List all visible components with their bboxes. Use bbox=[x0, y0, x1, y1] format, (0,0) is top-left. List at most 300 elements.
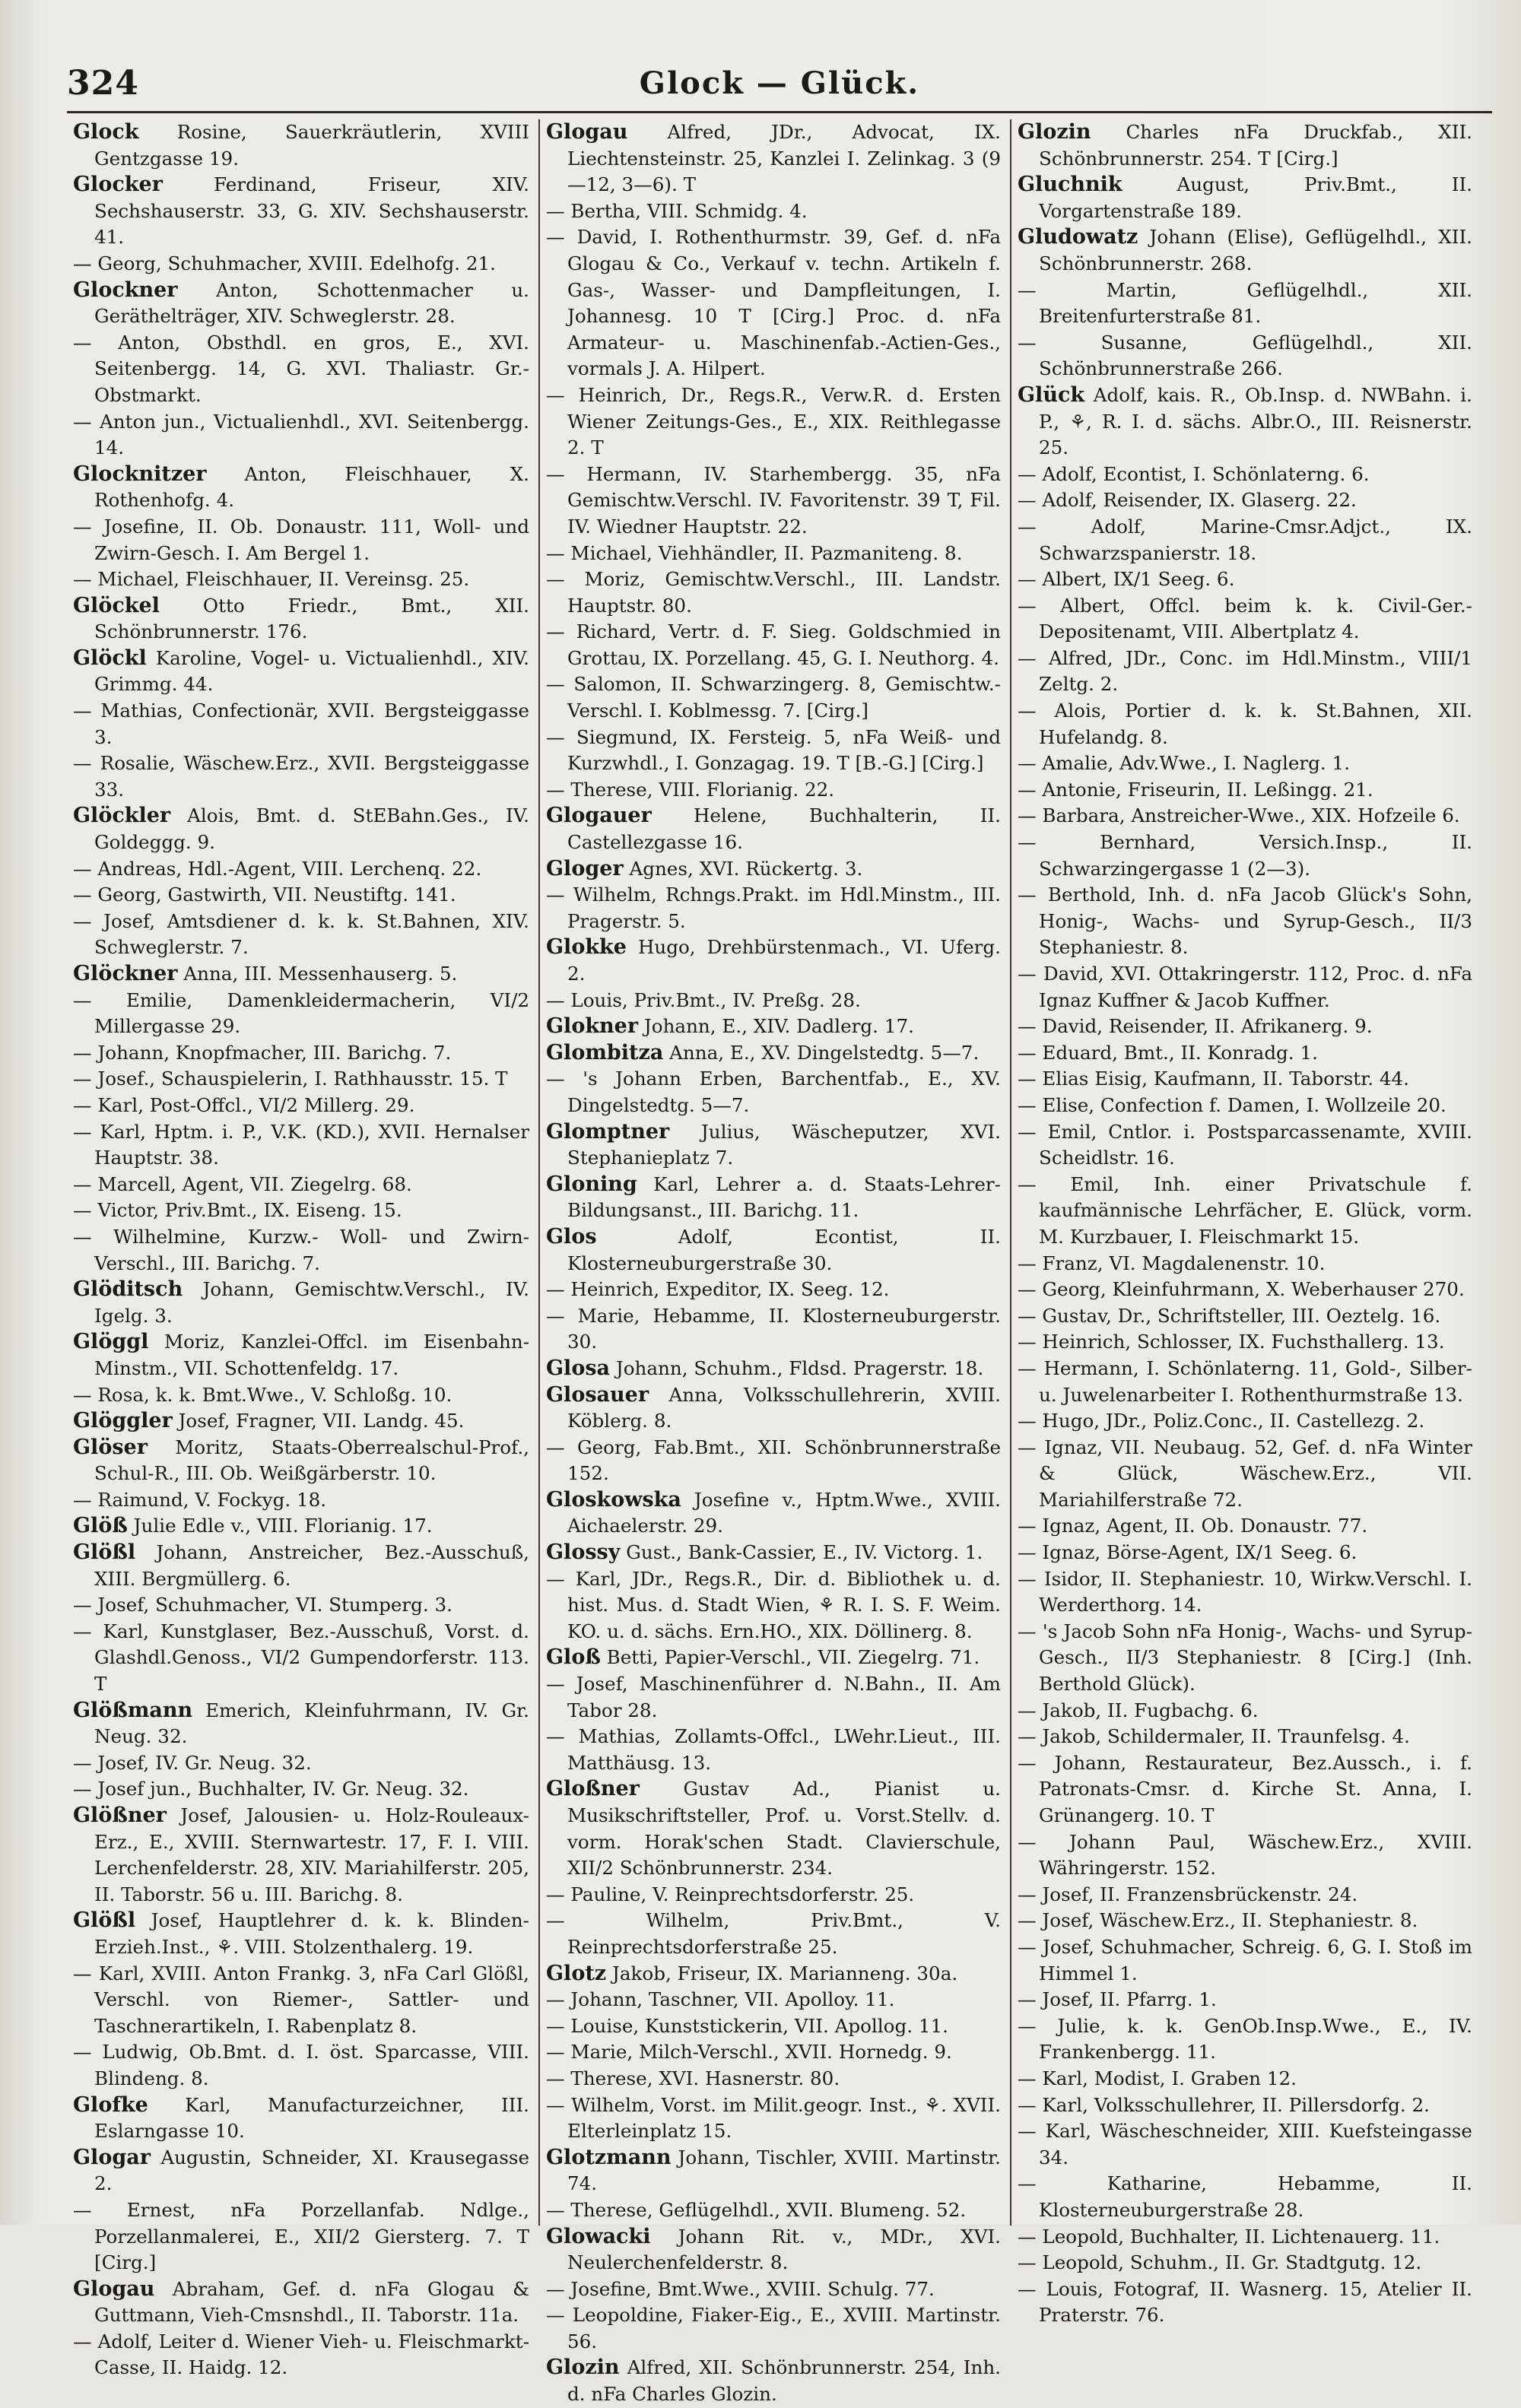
directory-entry bbox=[1018, 1408, 1472, 1435]
directory-entry bbox=[1018, 961, 1472, 1014]
entry-text: — Antonie, Friseurin, II. Leßingg. 21. bbox=[1018, 778, 1373, 801]
directory-entry bbox=[1018, 2118, 1472, 2171]
directory-entry bbox=[546, 2302, 1001, 2355]
entry-text: — Josef, II. Franzensbrückenstr. 24. bbox=[1018, 1883, 1358, 1905]
entry-text: — Therese, Geflügelhdl., XVII. Blumeng. 52. bbox=[546, 2198, 967, 2221]
directory-entry bbox=[1018, 646, 1472, 698]
directory-entry bbox=[546, 1724, 1001, 1776]
entry-text: Johann, Anstreicher, Bez.-Ausschuß, XIII. Bergmüllerg. 6. bbox=[94, 1541, 529, 1590]
directory-entry bbox=[73, 1408, 529, 1435]
entry-text: — Leopoldine, Fiaker-Eig., E., XVIII. Martinstr. 56. bbox=[546, 2304, 1001, 2352]
entry-text: — Karl, Modist, I. Graben 12. bbox=[1018, 2067, 1297, 2089]
directory-entry bbox=[73, 803, 529, 855]
directory-entry bbox=[1018, 1066, 1472, 1093]
entry-surname: Glößmann bbox=[73, 1698, 193, 1722]
entry-surname: Glöckel bbox=[73, 593, 160, 617]
entry-text: — Pauline, V. Reinprechtsdorferstr. 25. bbox=[546, 1883, 915, 1905]
entry-surname: Glocker bbox=[73, 173, 163, 197]
directory-entry bbox=[73, 1066, 529, 1093]
directory-entry bbox=[1018, 1093, 1472, 1119]
directory-entry bbox=[1018, 2066, 1472, 2092]
directory-entry bbox=[1018, 1513, 1472, 1540]
directory-entry bbox=[73, 1540, 529, 1592]
entry-text: — Siegmund, IX. Fersteig. 5, nFa Weiß- und Kurzwhdl., I. Gonzagag. 19. T [B.-G.] [Cirg.] bbox=[546, 725, 1001, 775]
directory-entry bbox=[1018, 2276, 1472, 2329]
entry-text: Jakob, Friseur, IX. Marianneng. 30a. bbox=[611, 1962, 958, 1984]
entry-text: — David, Reisender, II. Afrikanerg. 9. bbox=[1018, 1015, 1373, 1038]
directory-entry bbox=[546, 1303, 1001, 1356]
entry-surname: Glowacki bbox=[546, 2224, 651, 2248]
entry-surname: Glomptner bbox=[546, 1119, 670, 1144]
directory-entry bbox=[546, 541, 1001, 567]
directory-entry bbox=[546, 1172, 1001, 1224]
directory-entry bbox=[1018, 698, 1472, 750]
entry-text: — Ignaz, Agent, II. Ob. Donaustr. 77. bbox=[1018, 1515, 1368, 1537]
directory-entry bbox=[73, 462, 529, 514]
entry-text: — Michael, Viehhändler, II. Pazmaniteng. 8. bbox=[546, 541, 963, 564]
entry-text: — Katharine, Hebamme, II. Klosterneuburgerstraße 28. bbox=[1018, 2172, 1472, 2221]
entry-text: Hugo, Drehbürstenmach., VI. Uferg. 2. bbox=[567, 936, 1001, 985]
directory-entry bbox=[73, 698, 529, 750]
entry-text: — Marcell, Agent, VII. Ziegelrg. 68. bbox=[73, 1172, 412, 1195]
entry-text: — Marie, Milch-Verschl., XVII. Hornedg. 9. bbox=[546, 2041, 952, 2064]
entry-text: — Georg, Gastwirth, VII. Neustiftg. 141. bbox=[73, 884, 456, 906]
entry-text: — Barbara, Anstreicher-Wwe., XIX. Hofzeile 6. bbox=[1018, 804, 1460, 827]
entry-surname: Glogauer bbox=[546, 804, 652, 828]
entry-text: Josef, Fragner, VII. Landg. 45. bbox=[178, 1410, 465, 1432]
entry-text: — Rosa, k. k. Bmt.Wwe., V. Schloßg. 10. bbox=[73, 1383, 452, 1406]
directory-entry bbox=[73, 909, 529, 961]
entry-text: — Ernest, nFa Porzellanfab. Ndlge., Porzellanmalerei, E., XII/2 Giersterg. 7. T [Cirg.] bbox=[73, 2198, 529, 2274]
directory-entry bbox=[546, 2197, 1001, 2224]
directory-entry bbox=[1018, 777, 1472, 804]
entry-text: — Heinrich, Schlosser, IX. Fuchsthallerg. 13. bbox=[1018, 1331, 1445, 1353]
directory-entry bbox=[546, 1119, 1001, 1172]
directory-entry bbox=[1018, 830, 1472, 882]
entry-surname: Glößl bbox=[73, 1908, 136, 1933]
directory-entry bbox=[546, 882, 1001, 934]
directory-entry bbox=[546, 1356, 1001, 1382]
entry-text: — Josef jun., Buchhalter, IV. Gr. Neug. 32. bbox=[73, 1778, 469, 1800]
entry-text: — Adolf, Econtist, I. Schönlaterng. 6. bbox=[1018, 462, 1370, 485]
directory-entry bbox=[73, 1277, 529, 1329]
directory-entry bbox=[546, 1671, 1001, 1724]
entry-surname: Glöser bbox=[73, 1435, 148, 1459]
entry-text: — 's Jacob Sohn nFa Honig-, Wachs- und Syrup-Gesch., II/3 Stephaniestr. 8 [Cirg.] (Inh. Berthold Glück). bbox=[1018, 1620, 1472, 1696]
directory-entry bbox=[73, 593, 529, 646]
entry-text: — Georg, Kleinfuhrmann, X. Weberhauser 270. bbox=[1018, 1278, 1465, 1301]
entry-text: — Leopold, Buchhalter, II. Lichtenauerg. 11. bbox=[1018, 2225, 1440, 2248]
entry-text: Anna, Volksschullehrerin, XVIII. Köblerg. 8. bbox=[567, 1383, 1001, 1432]
directory-entry bbox=[546, 934, 1001, 987]
directory-entry bbox=[73, 1198, 529, 1224]
entry-text: August, Priv.Bmt., II. Vorgartenstraße 189. bbox=[1039, 173, 1472, 222]
entry-text: Karl, Lehrer a. d. Staats-Lehrer-Bildungsanst., III. Barichg. 11. bbox=[567, 1172, 1001, 1222]
directory-entry bbox=[546, 1066, 1001, 1118]
entry-text: — Franz, VI. Magdalenenstr. 10. bbox=[1018, 1252, 1326, 1274]
directory-entry bbox=[1018, 1040, 1472, 1067]
directory-entry bbox=[1018, 1698, 1472, 1724]
entry-surname: Glöggl bbox=[73, 1330, 149, 1354]
directory-entry bbox=[73, 1776, 529, 1803]
entry-text: — Salomon, II. Schwarzingerg. 8, Gemischtw.-Verschl. I. Koblmessg. 7. [Cirg.] bbox=[546, 673, 1001, 722]
directory-entry bbox=[1018, 803, 1472, 830]
entry-text: — Karl, Hptm. i. P., V.K. (KD.), XVII. Hernalser Hauptstr. 38. bbox=[73, 1120, 529, 1169]
directory-entry bbox=[546, 1540, 1001, 1566]
directory-entry bbox=[73, 856, 529, 883]
directory-entry bbox=[1018, 330, 1472, 382]
entry-text: — Anton jun., Victualienhdl., XVI. Seitenbergg. 14. bbox=[73, 410, 529, 459]
directory-entry bbox=[546, 224, 1001, 382]
directory-entry bbox=[1018, 1014, 1472, 1040]
entry-surname: Glock bbox=[73, 120, 139, 144]
directory-entry bbox=[546, 1908, 1001, 1960]
directory-entry bbox=[546, 2145, 1001, 2197]
entry-surname: Glück bbox=[1018, 382, 1085, 407]
entry-text: — Josef, Maschinenführer d. N.Bahn., II. Am Tabor 28. bbox=[546, 1673, 1001, 1721]
entry-text: — Isidor, II. Stephaniestr. 10, Wirkw.Verschl. I. Werderthorg. 14. bbox=[1018, 1567, 1472, 1616]
entry-text: — Bernhard, Versich.Insp., II. Schwarzingergasse 1 (2—3). bbox=[1018, 831, 1472, 880]
entry-surname: Glöckler bbox=[73, 804, 171, 828]
directory-entry bbox=[546, 777, 1001, 804]
entry-surname: Glozin bbox=[546, 2356, 620, 2380]
entry-text: — Ignaz, VII. Neubaug. 52, Gef. d. nFa Winter & Glück, Wäschew.Erz., VII. Mariahilferstraße 72. bbox=[1018, 1436, 1472, 1511]
directory-entry bbox=[546, 2276, 1001, 2303]
entry-surname: Glokner bbox=[546, 1014, 639, 1039]
directory-entry bbox=[1018, 1566, 1472, 1619]
entry-surname: Glockner bbox=[73, 278, 178, 302]
entry-text: — Georg, Schuhmacher, XVIII. Edelhofg. 21. bbox=[73, 252, 496, 274]
directory-entry bbox=[73, 882, 529, 909]
entry-text: Anton, Fleischhauer, X. Rothenhofg. 4. bbox=[94, 462, 529, 512]
directory-entry bbox=[546, 1961, 1001, 1988]
entry-surname: Glotzmann bbox=[546, 2145, 672, 2169]
entry-text: Josefine v., Hptm.Wwe., XVIII. Aichaelerstr. 29. bbox=[567, 1488, 1001, 1537]
entry-text: — Hugo, JDr., Poliz.Conc., II. Castellezg. 2. bbox=[1018, 1410, 1425, 1432]
directory-entry bbox=[1018, 514, 1472, 566]
entry-text: — Adolf, Reisender, IX. Glaserg. 22. bbox=[1018, 489, 1357, 512]
directory-entry bbox=[1018, 119, 1472, 172]
directory-entry bbox=[546, 2013, 1001, 2040]
directory-entry bbox=[546, 2355, 1001, 2407]
entry-text: — Wilhelm, Priv.Bmt., V. Reinprechtsdorferstraße 25. bbox=[546, 1909, 1001, 1958]
directory-entry bbox=[1018, 2224, 1472, 2251]
directory-columns bbox=[67, 119, 1492, 2406]
entry-text: Johann, Tischler, XVIII. Martinstr. 74. bbox=[567, 2146, 1001, 2195]
entry-text: Johann (Elise), Geflügelhdl., XII. Schönbrunnerstr. 268. bbox=[1039, 226, 1472, 274]
directory-entry bbox=[546, 1566, 1001, 1645]
directory-entry bbox=[546, 1882, 1001, 1908]
entry-text: Gustav Ad., Pianist u. Musikschriftsteller, Prof. u. Vorst.Stellv. d. vorm. Horak'schen Stadt. Clavierschule, XII/2 Schönbrunnerstr. 234. bbox=[567, 1778, 1001, 1880]
entry-text: — Susanne, Geflügelhdl., XII. Schönbrunnerstraße 266. bbox=[1018, 331, 1472, 380]
directory-entry bbox=[73, 1435, 529, 1487]
directory-entry bbox=[546, 198, 1001, 225]
entry-surname: Glossy bbox=[546, 1540, 621, 1565]
entry-text: Adolf, Econtist, II. Klosterneuburgerstraße 30. bbox=[567, 1225, 1001, 1274]
entry-text: — David, I. Rothenthurmstr. 39, Gef. d. nFa Glogau & Co., Verkauf v. techn. Artikeln f. Gas-, Wasser- und Dampfleitungen, I. Johannesg. 10 T [Cirg.] Proc. d. nFa Armateur- u. Maschinenfab.-Actien-Ges., vormals J. A. Hilpert. bbox=[546, 226, 1001, 380]
entry-text: — Berthold, Inh. d. nFa Jacob Glück's Sohn, Honig-, Wachs- und Syrup-Gesch., II/3 Stephaniestr. 8. bbox=[1018, 884, 1472, 959]
directory-entry bbox=[1018, 1724, 1472, 1750]
entry-text: — Marie, Hebamme, II. Klosterneuburgerstr. 30. bbox=[546, 1304, 1001, 1353]
entry-text: — Karl, Volksschullehrer, II. Pillersdorfg. 2. bbox=[1018, 2093, 1430, 2116]
entry-text: — Elise, Confection f. Damen, I. Wollzeile 20. bbox=[1018, 1093, 1446, 1116]
entry-surname: Glocknitzer bbox=[73, 462, 207, 486]
directory-entry bbox=[1018, 1435, 1472, 1514]
entry-text: Moriz, Kanzlei-Offcl. im Eisenbahn-Minstm., VII. Schottenfeldg. 17. bbox=[94, 1331, 529, 1379]
directory-entry bbox=[73, 1513, 529, 1540]
entry-text: — Wilhelmine, Kurzw.- Woll- und Zwirn-Verschl., III. Barichg. 7. bbox=[73, 1225, 529, 1274]
directory-entry bbox=[546, 1014, 1001, 1040]
entry-surname: Gloß bbox=[546, 1645, 601, 1670]
entry-surname: Glombitza bbox=[546, 1040, 664, 1064]
directory-entry bbox=[1018, 750, 1472, 777]
entry-text: — Leopold, Schuhm., II. Gr. Stadtgutg. 12. bbox=[1018, 2251, 1422, 2274]
entry-surname: Glößl bbox=[73, 1540, 136, 1565]
directory-entry bbox=[73, 172, 529, 251]
directory-entry bbox=[73, 1698, 529, 1750]
entry-text: Josef, Hauptlehrer d. k. k. Blinden-Erzieh.Inst., ⚘. VIII. Stolzenthalerg. 19. bbox=[94, 1909, 529, 1958]
entry-text: Alfred, XII. Schönbrunnerstr. 254, Inh. d. nFa Charles Glozin. bbox=[567, 2356, 1001, 2406]
page-header bbox=[67, 64, 1492, 113]
entry-text: — Alois, Portier d. k. k. St.Bahnen, XII. Hufelandg. 8. bbox=[1018, 700, 1472, 748]
entry-text: — Wilhelm, Vorst. im Milit.geogr. Inst., ⚘. XVII. Elterleinplatz 15. bbox=[546, 2093, 1001, 2143]
directory-entry bbox=[73, 750, 529, 803]
directory-entry bbox=[73, 1172, 529, 1198]
entry-text: — Josef, II. Pfarrg. 1. bbox=[1018, 1988, 1217, 2011]
directory-entry bbox=[73, 1040, 529, 1067]
directory-entry bbox=[1018, 172, 1472, 224]
column-middle bbox=[538, 119, 1010, 2406]
entry-text: Johann, Gemischtw.Verschl., IV. Igelg. 3. bbox=[94, 1278, 529, 1327]
entry-text: — Johann, Knopfmacher, III. Barichg. 7. bbox=[73, 1041, 452, 1064]
directory-entry bbox=[546, 1645, 1001, 1671]
entry-surname: Gluchnik bbox=[1018, 173, 1122, 197]
directory-entry bbox=[546, 619, 1001, 671]
entry-text: Betti, Papier-Verschl., VII. Ziegelrg. 71. bbox=[606, 1646, 980, 1669]
entry-text: — Louise, Kunststickerin, VII. Apollog. 11. bbox=[546, 2014, 948, 2037]
column-right bbox=[1010, 119, 1481, 2327]
directory-entry bbox=[546, 1776, 1001, 1881]
entry-surname: Glofke bbox=[73, 2092, 148, 2117]
entry-text: — Josef, Schuhmacher, VI. Stumperg. 3. bbox=[73, 1594, 452, 1616]
entry-text: Augustin, Schneider, XI. Krausegasse 2. bbox=[94, 2146, 529, 2195]
entry-text: Abraham, Gef. d. nFa Glogau & Guttmann, Vieh-Cmsnshdl., II. Taborstr. 11a. bbox=[94, 2277, 529, 2327]
entry-text: — Victor, Priv.Bmt., IX. Eiseng. 15. bbox=[73, 1199, 402, 1222]
entry-surname: Glotz bbox=[546, 1961, 607, 1985]
directory-entry bbox=[1018, 2013, 1472, 2066]
entry-text: — Mathias, Confectionär, XVII. Bergsteiggasse 3. bbox=[73, 700, 529, 748]
entry-text: — Rosalie, Wäschew.Erz., XVII. Bergsteiggasse 33. bbox=[73, 752, 529, 801]
directory-entry bbox=[73, 2092, 529, 2145]
entry-text: Agnes, XVI. Rückertg. 3. bbox=[629, 857, 863, 880]
entry-surname: Gloßner bbox=[546, 1777, 640, 1801]
entry-surname: Glosa bbox=[546, 1356, 611, 1380]
directory-entry bbox=[73, 2276, 529, 2329]
entry-text: — Josef, Wäschew.Erz., II. Stephaniestr. 8. bbox=[1018, 1909, 1418, 1932]
entry-text: — Eduard, Bmt., II. Konradg. 1. bbox=[1018, 1041, 1318, 1064]
entry-surname: Glosauer bbox=[546, 1382, 649, 1407]
directory-entry bbox=[73, 2197, 529, 2276]
directory-entry bbox=[73, 1382, 529, 1409]
entry-surname: Gloger bbox=[546, 856, 624, 880]
entry-text: — Josefine, II. Ob. Donaustr. 111, Woll- und Zwirn-Gesch. I. Am Bergel 1. bbox=[73, 515, 529, 564]
entry-text: Alfred, JDr., Advocat, IX. Liechtensteinstr. 25, Kanzlei I. Zelinkag. 3 (9—12, 3—6). T bbox=[567, 121, 1001, 196]
entry-text: — Georg, Fab.Bmt., XII. Schönbrunnerstraße 152. bbox=[546, 1436, 1001, 1485]
entry-text: Johann, E., XIV. Dadlerg. 17. bbox=[643, 1015, 914, 1038]
directory-entry bbox=[546, 119, 1001, 198]
directory-entry bbox=[546, 1987, 1001, 2013]
directory-entry bbox=[73, 1119, 529, 1172]
directory-entry bbox=[546, 725, 1001, 777]
directory-entry bbox=[1018, 1882, 1472, 1908]
entry-text: Charles nFa Druckfab., XII. Schönbrunnerstr. 254. T [Cirg.] bbox=[1039, 121, 1472, 170]
directory-entry bbox=[1018, 1934, 1472, 1987]
directory-entry bbox=[73, 1619, 529, 1698]
entry-text: Anna, E., XV. Dingelstedtg. 5—7. bbox=[669, 1041, 980, 1064]
directory-entry bbox=[1018, 1329, 1472, 1356]
directory-entry bbox=[546, 2092, 1001, 2145]
entry-text: Karl, Manufacturzeichner, III. Eslarngasse 10. bbox=[94, 2093, 529, 2143]
directory-entry bbox=[1018, 1750, 1472, 1829]
entry-text: Ferdinand, Friseur, XIV. Sechshauserstr. 33, G. XIV. Sechshauserstr. 41. bbox=[94, 173, 529, 249]
directory-entry bbox=[546, 1224, 1001, 1277]
entry-text: — Raimund, V. Fockyg. 18. bbox=[73, 1488, 327, 1511]
directory-entry bbox=[546, 803, 1001, 855]
entry-text: — Karl, JDr., Regs.R., Dir. d. Bibliothek u. d. hist. Mus. d. Stadt Wien, ⚘ R. I. S. F. Weim. KO. u. d. sächs. Ern.HO., XIX. Döllinerg. 8. bbox=[546, 1567, 1001, 1642]
directory-entry bbox=[73, 988, 529, 1040]
entry-text: — Emil, Cntlor. i. Postsparcassenamte, XVIII. Scheidlstr. 16. bbox=[1018, 1120, 1472, 1169]
running-head: Glock — Glück. bbox=[639, 65, 920, 101]
entry-text: — Michael, Fleischhauer, II. Vereinsg. 25. bbox=[73, 568, 470, 591]
directory-entry bbox=[1018, 224, 1472, 277]
entry-surname: Gludowatz bbox=[1018, 225, 1138, 249]
directory-entry bbox=[73, 2039, 529, 2092]
entry-text: — Gustav, Dr., Schriftsteller, III. Oeztelg. 16. bbox=[1018, 1304, 1441, 1327]
directory-entry bbox=[546, 671, 1001, 724]
directory-entry bbox=[546, 1382, 1001, 1435]
directory-entry bbox=[73, 251, 529, 278]
entry-text: — Karl, Kunstglaser, Bez.-Ausschuß, Vorst. d. Glashdl.Genoss., VI/2 Gumpendorferstr. 113. T bbox=[73, 1620, 529, 1696]
directory-entry bbox=[1018, 1540, 1472, 1566]
entry-surname: Glos bbox=[546, 1224, 597, 1248]
directory-entry bbox=[546, 382, 1001, 462]
entry-text: — Andreas, Hdl.-Agent, VIII. Lerchenq. 22. bbox=[73, 857, 482, 880]
entry-surname: Glozin bbox=[1018, 120, 1091, 144]
directory-entry bbox=[546, 988, 1001, 1014]
directory-entry bbox=[73, 2145, 529, 2197]
entry-text: — Richard, Vertr. d. F. Sieg. Goldschmied in Grottau, IX. Porzellang. 45, G. I. Neuthorg. 4. bbox=[546, 620, 1001, 669]
entry-text: — Karl, Wäscheschneider, XIII. Kuefsteingasse 34. bbox=[1018, 2120, 1472, 2168]
page-number: 324 bbox=[67, 64, 139, 103]
entry-text: — Emilie, Damenkleidermacherin, VI/2 Millergasse 29. bbox=[73, 988, 529, 1038]
directory-entry bbox=[1018, 1172, 1472, 1251]
entry-text: — Wilhelm, Rchngs.Prakt. im Hdl.Minstm., III. Pragerstr. 5. bbox=[546, 884, 1001, 932]
entry-text: — Jakob, II. Fugbachg. 6. bbox=[1018, 1699, 1259, 1721]
directory-entry bbox=[1018, 487, 1472, 514]
directory-entry bbox=[1018, 382, 1472, 462]
directory-entry bbox=[1018, 2171, 1472, 2223]
entry-text: Gust., Bank-Cassier, E., IV. Victorg. 1. bbox=[626, 1541, 983, 1564]
entry-text: — Hermann, IV. Starhembergg. 35, nFa Gemischtw.Verschl. IV. Favoritenstr. 39 T, Fil. IV. Wiedner Hauptstr. 22. bbox=[546, 462, 1001, 538]
entry-surname: Glöggler bbox=[73, 1409, 173, 1433]
entry-surname: Glogau bbox=[73, 2276, 155, 2301]
entry-text: — Karl, Post-Offcl., VI/2 Millerg. 29. bbox=[73, 1093, 415, 1116]
entry-text: — Therese, VIII. Florianig. 22. bbox=[546, 778, 835, 801]
entry-text: — Elias Eisig, Kaufmann, II. Taborstr. 44. bbox=[1018, 1068, 1409, 1090]
entry-text: — Karl, XVIII. Anton Frankg. 3, nFa Carl Glößl, Verschl. von Riemer-, Sattler- und Taschnerartikeln, I. Rabenplatz 8. bbox=[73, 1962, 529, 2037]
entry-text: — Alfred, JDr., Conc. im Hdl.Minstm., VIII/1 Zeltg. 2. bbox=[1018, 646, 1472, 696]
directory-entry bbox=[1018, 593, 1472, 646]
directory-entry bbox=[73, 1093, 529, 1119]
directory-entry bbox=[73, 2329, 529, 2381]
entry-text: Julius, Wäscheputzer, XVI. Stephanieplatz 7. bbox=[567, 1120, 1001, 1169]
directory-entry bbox=[1018, 278, 1472, 330]
entry-text: Adolf, kais. R., Ob.Insp. d. NWBahn. i. P., ⚘, R. I. d. sächs. Albr.O., III. Reisnerstr. 25. bbox=[1039, 383, 1472, 459]
entry-text: — David, XVI. Ottakringerstr. 112, Proc. d. nFa Ignaz Kuffner & Jacob Kuffner. bbox=[1018, 963, 1472, 1011]
directory-entry bbox=[73, 1961, 529, 2040]
entry-text: — Josef, IV. Gr. Neug. 32. bbox=[73, 1751, 312, 1774]
entry-text: — Josef, Amtsdiener d. k. k. St.Bahnen, XIV. Schweglerstr. 7. bbox=[73, 909, 529, 959]
directory-entry bbox=[546, 2066, 1001, 2092]
directory-entry bbox=[546, 462, 1001, 541]
directory-entry bbox=[1018, 1251, 1472, 1277]
directory-entry bbox=[1018, 462, 1472, 488]
entry-text: — Johann Paul, Wäschew.Erz., XVIII. Währingerstr. 152. bbox=[1018, 1830, 1472, 1880]
directory-entry bbox=[73, 1329, 529, 1382]
directory-entry bbox=[546, 1435, 1001, 1487]
directory-entry bbox=[546, 2039, 1001, 2066]
entry-text: — Louis, Fotograf, II. Wasnerg. 15, Atelier II. Praterstr. 76. bbox=[1018, 2277, 1472, 2327]
entry-text: — Heinrich, Dr., Regs.R., Verw.R. d. Ersten Wiener Zeitungs-Ges., E., XIX. Reithlegasse 2. T bbox=[546, 383, 1001, 459]
directory-entry bbox=[73, 1224, 529, 1277]
directory-entry bbox=[73, 961, 529, 988]
directory-entry bbox=[73, 566, 529, 593]
entry-text: Anton, Schottenmacher u. Geräthelträger, XIV. Schweglerstr. 28. bbox=[94, 278, 529, 328]
directory-entry bbox=[1018, 1829, 1472, 1882]
directory-entry bbox=[73, 1487, 529, 1514]
directory-entry bbox=[73, 1908, 529, 1960]
entry-text: — Heinrich, Expeditor, IX. Seeg. 12. bbox=[546, 1278, 890, 1301]
entry-text: — Emil, Inh. einer Privatschule f. kaufmännische Lehrfächer, E. Glück, vorm. M. Kurzbauer, I. Fleischmarkt 15. bbox=[1018, 1172, 1472, 1248]
entry-surname: Glößner bbox=[73, 1804, 167, 1827]
directory-entry bbox=[73, 278, 529, 330]
directory-entry bbox=[1018, 1277, 1472, 1303]
directory-entry bbox=[1018, 882, 1472, 961]
entry-text: Helene, Buchhalterin, II. Castellezgasse 16. bbox=[567, 804, 1001, 854]
directory-entry bbox=[73, 514, 529, 566]
entry-text: — Adolf, Leiter d. Wiener Vieh- u. Fleischmarkt-Casse, II. Haidg. 12. bbox=[73, 2330, 529, 2379]
entry-text: — Josefine, Bmt.Wwe., XVIII. Schulg. 77. bbox=[546, 2277, 935, 2300]
entry-text: Emerich, Kleinfuhrmann, IV. Gr. Neug. 32. bbox=[94, 1699, 529, 1748]
entry-text: — Hermann, I. Schönlaterng. 11, Gold-, Silber- u. Juwelenarbeiter I. Rothenthurmstraße 13. bbox=[1018, 1356, 1472, 1406]
directory-entry bbox=[546, 1277, 1001, 1303]
directory-entry bbox=[546, 566, 1001, 619]
entry-text: — Bertha, VIII. Schmidg. 4. bbox=[546, 199, 808, 222]
entry-surname: Glokke bbox=[546, 935, 627, 960]
entry-text: Alois, Bmt. d. StEBahn.Ges., IV. Goldeggg. 9. bbox=[94, 804, 530, 854]
directory-entry bbox=[1018, 1303, 1472, 1330]
entry-text: — 's Johann Erben, Barchentfab., E., XV. Dingelstedtg. 5—7. bbox=[546, 1068, 1001, 1116]
directory-entry bbox=[73, 1592, 529, 1619]
entry-text: — Albert, Offcl. beim k. k. Civil-Ger.-Depositenamt, VIII. Albertplatz 4. bbox=[1018, 594, 1472, 643]
entry-surname: Glöckl bbox=[73, 646, 147, 670]
entry-surname: Gloskowska bbox=[546, 1487, 681, 1512]
entry-text: Johann, Schuhm., Fldsd. Pragerstr. 18. bbox=[615, 1356, 984, 1379]
directory-entry bbox=[1018, 1908, 1472, 1934]
entry-text: — Moriz, Gemischtw.Verschl., III. Landstr. Hauptstr. 80. bbox=[546, 568, 1001, 617]
directory-entry bbox=[546, 1040, 1001, 1067]
entry-surname: Glöckner bbox=[73, 962, 178, 985]
